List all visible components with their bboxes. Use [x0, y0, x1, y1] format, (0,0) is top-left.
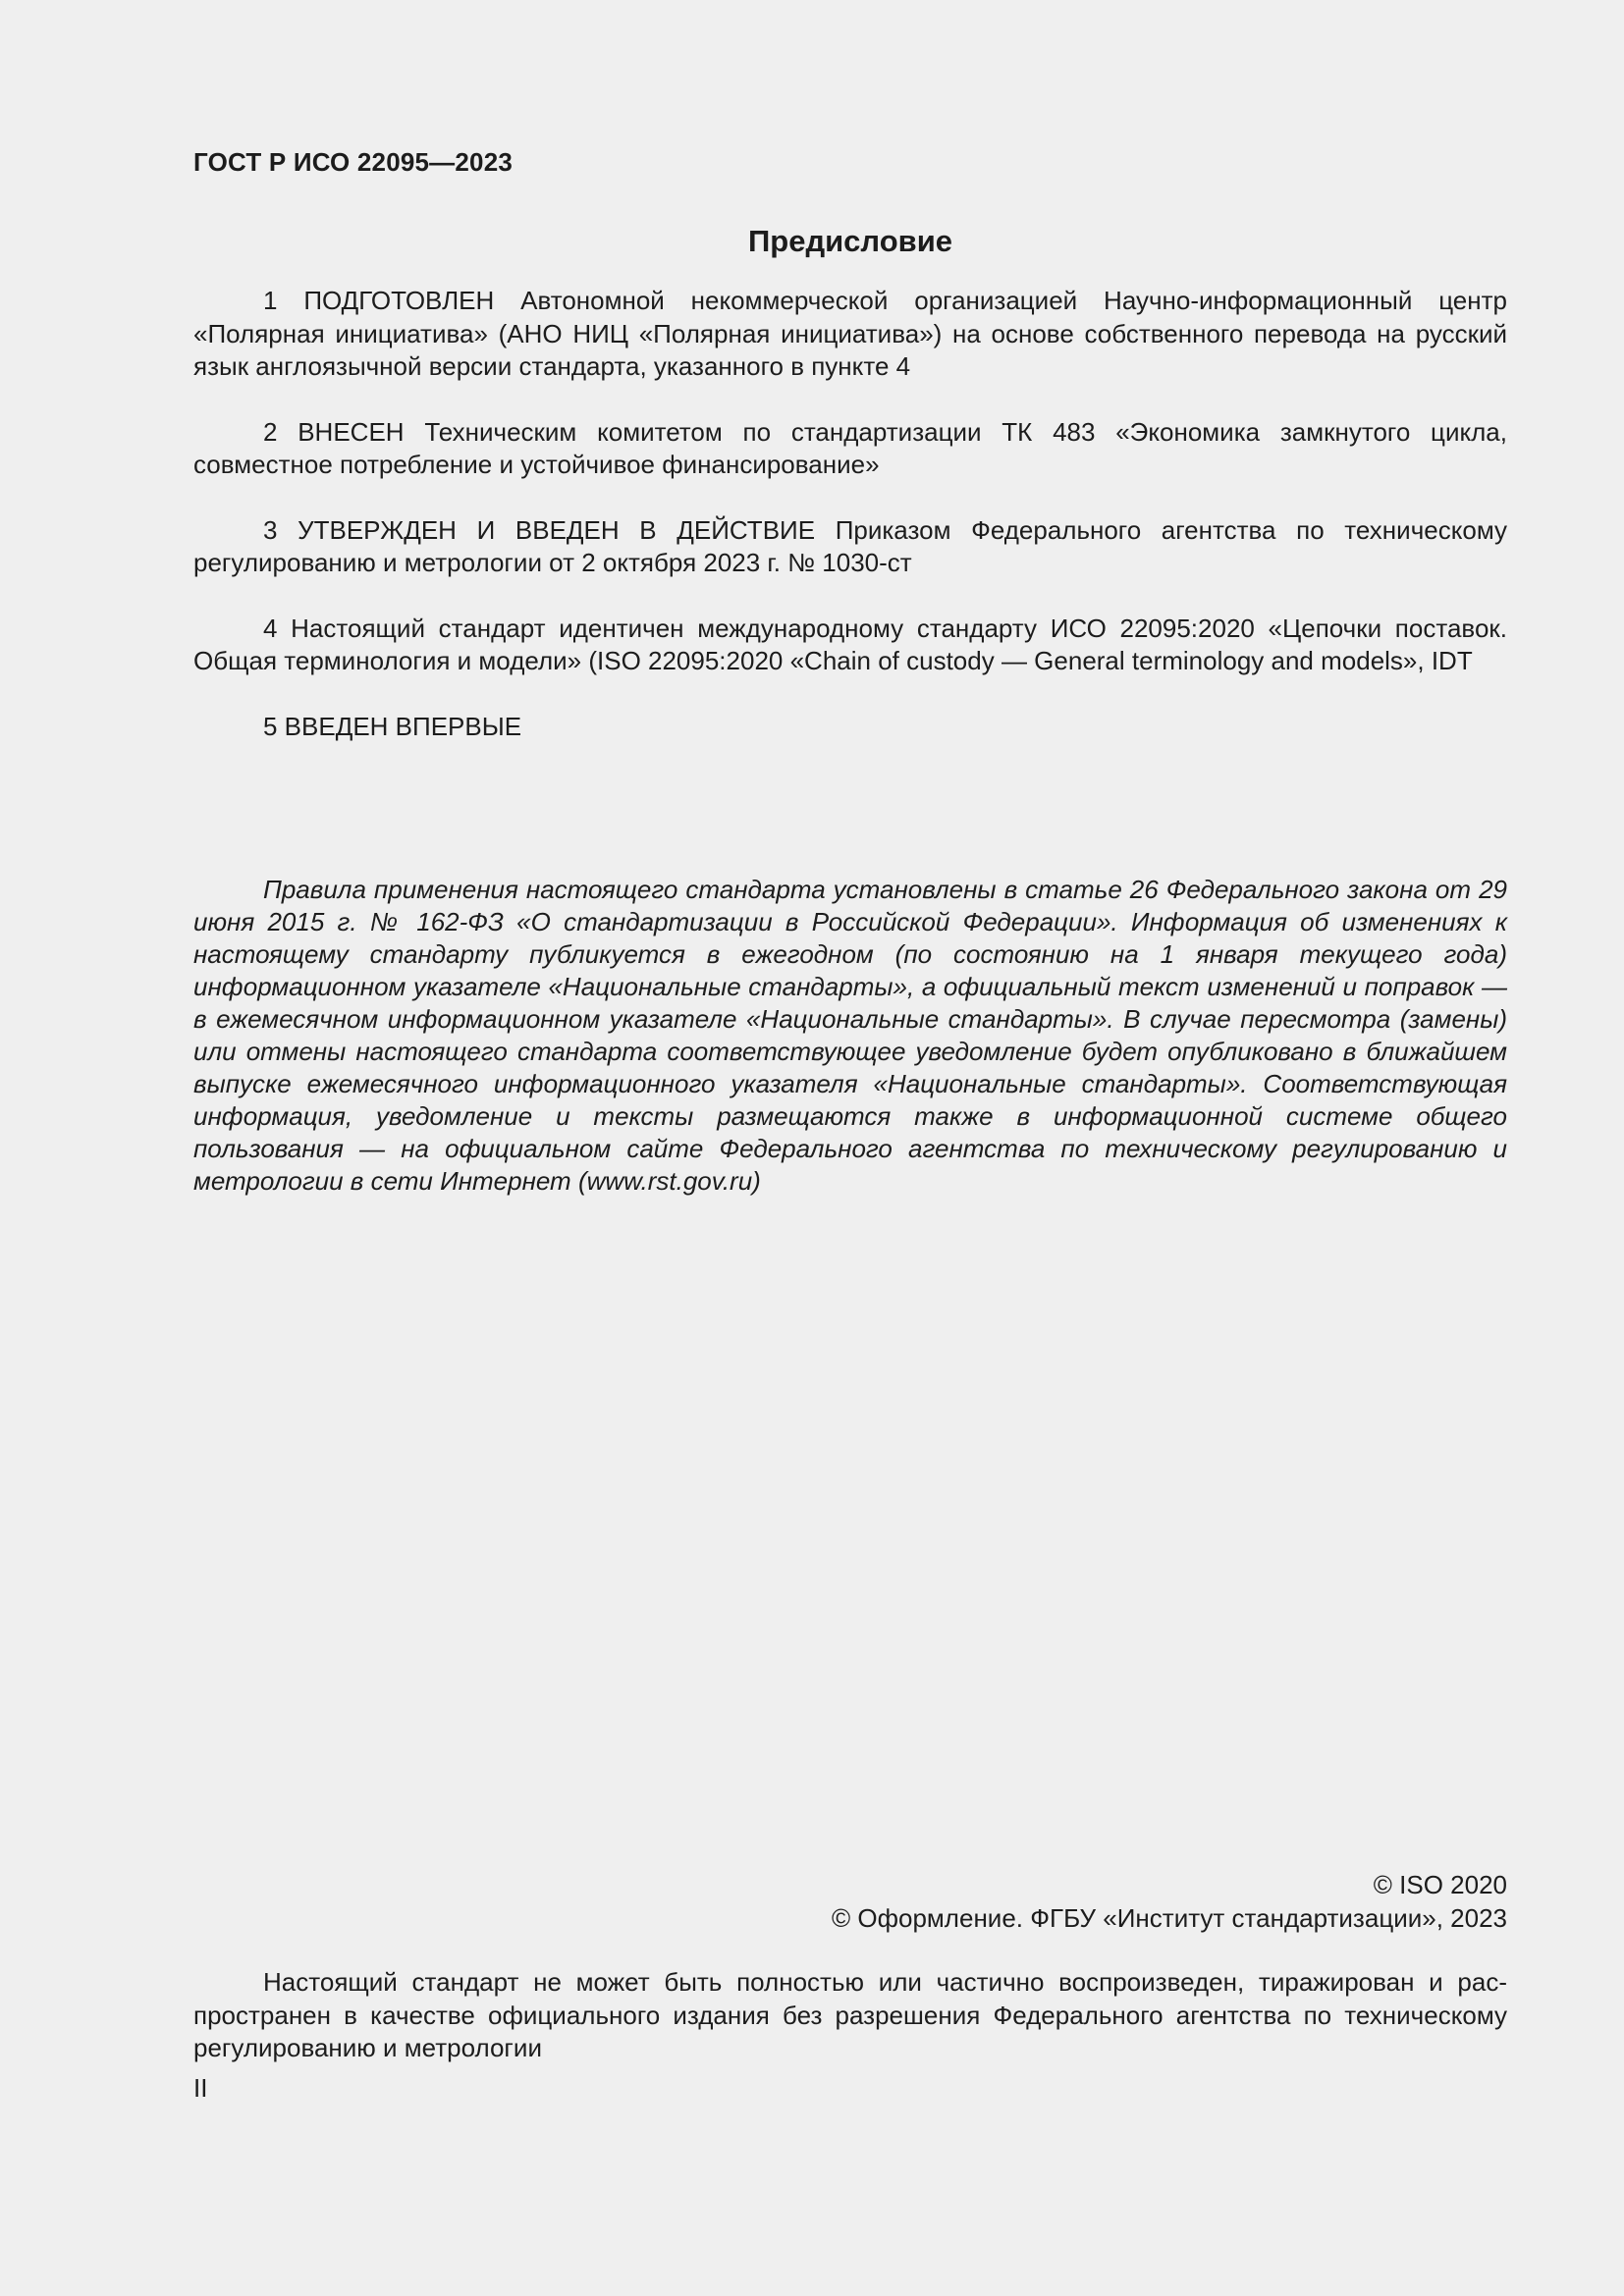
foreword-item-2: 2 ВНЕСЕН Техническим комитетом по стандартизации ТК 483 «Экономика замкнутого цикла, совместное потребление и устойчивое финансирование»	[193, 416, 1507, 479]
copyright-block	[832, 1868, 1507, 1935]
foreword-item-4: 4 Настоящий стандарт идентичен международному стандарту ИСО 22095:2020 «Цепочки поставок. Общая терминология и модели» (ISO 22095:2020 «Chain of custody — General terminology and models», IDT	[193, 613, 1507, 675]
foreword-item-3: 3 УТВЕРЖДЕН И ВВЕДЕН В ДЕЙСТВИЕ Приказом Федерального агентства по техническому регулированию и метрологии от 2 октября 2023 г. № 1030-ст	[193, 514, 1507, 577]
section-title: Предисловие	[747, 224, 952, 258]
foreword-item-1: 1 ПОДГОТОВЛЕН Автономной некоммерческой организацией Научно-информационный центр «Полярная инициатива» (АНО НИЦ «Полярная инициатива») на основе собственного перевода на русский язык англоязычной версии стандарта, указанного в пункте 4	[193, 286, 1507, 381]
foreword-list	[193, 285, 1507, 775]
document-code: ГОСТ Р ИСО 22095—2023	[193, 147, 514, 177]
iso-copyright: © ISO 2020	[1373, 1870, 1507, 1899]
reproduction-notice: Настоящий стандарт не может быть полностью или частично воспроизведен, тиражирован и распространен в качестве официального издания без разрешения Федерального агентства по техническому регулированию и метрологии	[193, 1967, 1507, 2062]
page-number: II	[193, 2073, 208, 2103]
foreword-item-5: 5 ВВЕДЕН ВПЕРВЫЕ	[263, 711, 522, 741]
application-rules-note: Правила применения настоящего стандарта установлены в статье 26 Федерального закона от 29 июня 2015 г. № 162-ФЗ «О стандартизации в Российской Федерации». Информация об изменениях к настоящему стандарту публикуется в ежегодном (по состоянию на 1 января текущего года) информационном указателе «Национальные стандарты», а официальный текст изменений и поправок — в ежемесячном информационном указателе «Национальные стандарты». В случае пересмотра (замены) или отмены настоящего стандарта соответствующее уведомление будет опубликовано в ближайшем выпуске ежемесячного информационного указателя «Национальные стандарты». Соответствующая информация, уведомление и тексты размещаются также в информационной системе общего пользования — на официальном сайте Федерального агентства по техническому регулированию и метрологии в сети Интернет (www.rst.gov.ru)	[193, 875, 1507, 1196]
design-copyright: © Оформление. ФГБУ «Институт стандартизации», 2023	[832, 1903, 1507, 1933]
